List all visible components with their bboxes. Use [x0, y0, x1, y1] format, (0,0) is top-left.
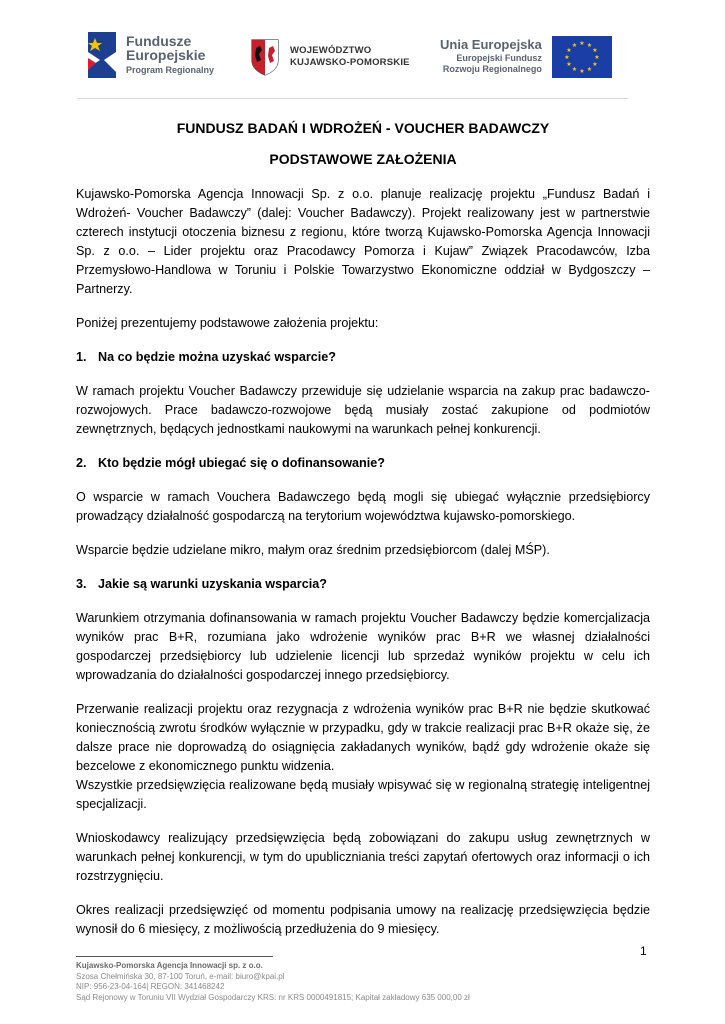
- page-number: 1: [640, 944, 647, 958]
- svg-text:★: ★: [571, 66, 578, 73]
- svg-text:★: ★: [564, 54, 570, 61]
- woj-logo-line2: KUJAWSKO-POMORSKIE: [290, 57, 410, 68]
- svg-text:★: ★: [566, 47, 572, 54]
- question-1-text: Na co będzie można uzyskać wsparcie?: [98, 350, 336, 364]
- question-2-number: 2.: [76, 456, 87, 470]
- ue-logo-line3: Rozwoju Regionalnego: [442, 64, 542, 74]
- fundusze-europejskie-logo: [86, 30, 214, 80]
- answer-1-paragraph: W ramach projektu Voucher Badawczy przewiduje się udzielanie wsparcia na zakup prac badawczo-rozwojowych. Prace badawczo-rozwojowe będą musiały zostać zakupione od podmiotów zewnętrznych, będących jednostkami naukowymi na warunkach pełnej konkurencji.: [76, 384, 650, 436]
- question-2-text: Kto będzie mógł ubiegać się o dofinansowanie?: [98, 456, 385, 470]
- svg-text:★: ★: [586, 42, 593, 49]
- logo-header: [78, 22, 628, 99]
- ue-logo-line1: Unia Europejska: [440, 37, 542, 52]
- fe-logo-line1: Fundusze: [126, 32, 192, 49]
- answer-3e-paragraph: Okres realizacji przedsięwzięć od momentu podpisania umowy na realizację przedsięwzięcia będzie wynosił do 6 miesięcy, z możliwością przedłużenia do 9 miesięcy.: [76, 903, 650, 936]
- svg-text:★: ★: [579, 68, 585, 75]
- svg-text:★: ★: [592, 47, 598, 54]
- wojewodztwo-logo: [250, 38, 410, 76]
- answer-3d-paragraph: Wnioskodawcy realizujący przedsięwzięcia będą zobowiązani do zakupu usług zewnętrznych w warunkach pełnej konkurencji, w tym do upubliczniania treści zapytań ofertowych oraz informacji o ich rozstrzygnięciu.: [76, 831, 650, 883]
- doc-subtitle: PODSTAWOWE ZAŁOŻENIA: [269, 151, 457, 167]
- ue-logo-line2: Europejski Fundusz: [456, 53, 542, 63]
- question-1-number: 1.: [76, 350, 87, 364]
- footer-divider: [76, 956, 273, 957]
- answer-2a-paragraph: O wsparcie w ramach Vouchera Badawczego będą mogli się ubiegać wyłącznie przedsiębiorcy prowadzący działalność gospodarczą na terytorium województwa kujawsko-pomorskiego.: [76, 490, 650, 523]
- question-2-heading: [76, 454, 650, 473]
- svg-text:★: ★: [566, 61, 572, 68]
- answer-3b-paragraph: Przerwanie realizacji projektu oraz rezygnacja z wdrożenia wyników prac B+R nie będzie skutkować koniecznością zwrotu środków wyłącznie w przypadku, gdy w trakcie realizacji prac B+R okaże się, że dalsze prace nie doprowadzą do osiągnięcia zakładanych wyników, bądź gdy wdrożenie okaże się bezcelowe z ekonomicznego punktu widzenia.: [76, 702, 650, 773]
- svg-text:★: ★: [594, 54, 600, 61]
- svg-text:★: ★: [579, 40, 585, 47]
- lead-paragraph: Poniżej prezentujemy podstawowe założenia projektu:: [76, 316, 379, 330]
- eu-flag-icon: [552, 36, 612, 78]
- footer-address: Szosa Chełmińska 30, 87-100 Toruń, e-mail: biuro@kpai.pl: [76, 971, 285, 981]
- answer-2b-paragraph: Wsparcie będzie udzielane mikro, małym oraz średnim przedsiębiorcom (dalej MŚP).: [76, 543, 550, 557]
- coat-of-arms-icon: [250, 38, 280, 76]
- svg-text:★: ★: [586, 66, 593, 73]
- footer-ids: NIP: 956-23-04-164| REGON: 341468242: [76, 982, 225, 991]
- answer-3a-paragraph: Warunkiem otrzymania dofinansowania w ramach projektu Voucher Badawczy będzie komercjalizacja wyników prac B+R, rozumiana jako wdrożenie wyników prac B+R we własnej działalności gospodarczej przedsiębiorcy lub udzielenie licencji lub sprzedaż wyników projektu w celu ich wprowadzania do działalności gospodarczej innego przedsiębiorcy.: [76, 611, 650, 682]
- doc-title: FUNDUSZ BADAŃ I WDROŻEŃ - VOUCHER BADAWCZY: [176, 120, 550, 136]
- question-3-number: 3.: [76, 577, 87, 591]
- footer-company: Kujawsko-Pomorska Agencja Innowacji sp. z o.o.: [76, 961, 263, 970]
- question-1-heading: [76, 348, 650, 367]
- woj-logo-line1: WOJEWÓDZTWO: [290, 45, 372, 56]
- svg-text:★: ★: [571, 42, 578, 49]
- fe-logo-line2: Europejskie: [126, 46, 206, 63]
- footer-court: Sąd Rejonowy w Toruniu VII Wydział Gospodarczy KRS: nr KRS 0000491815; Kapitał zakładowy 635 000,00 zł: [76, 992, 470, 1002]
- question-3-heading: [76, 575, 650, 594]
- fundusze-europejskie-flag-icon: [86, 30, 118, 80]
- svg-text:★: ★: [592, 61, 598, 68]
- footer: [76, 961, 470, 1003]
- unia-europejska-logo: [440, 36, 612, 78]
- fe-logo-line3: Program Regionalny: [126, 64, 215, 75]
- answer-3c-paragraph: Wszystkie przedsięwzięcia realizowane będą musiały wpisywać się w regionalną strategię inteligentnej specjalizacji.: [76, 778, 650, 811]
- question-3-text: Jakie są warunki uzyskania wsparcia?: [98, 577, 327, 591]
- document-body: [76, 118, 650, 954]
- intro-paragraph: Kujawsko-Pomorska Agencja Innowacji Sp. z o.o. planuje realizację projektu „Fundusz Badań i Wdrożeń- Voucher Badawczy” (dalej: Voucher Badawczy). Projekt realizowany jest w partnerstwie czterech instytucji otoczenia biznesu z regionu, które tworzą Kujawsko-Pomorska Agencja Innowacji Sp. z o.o. – Lider projektu oraz Pracodawcy Pomorza i Kujaw” Związek Pracodawców, Izba Przemysłowo-Handlowa w Toruniu i Polskie Towarzystwo Ekonomiczne oddział w Bydgoszczy – Partnerzy.: [76, 187, 650, 296]
